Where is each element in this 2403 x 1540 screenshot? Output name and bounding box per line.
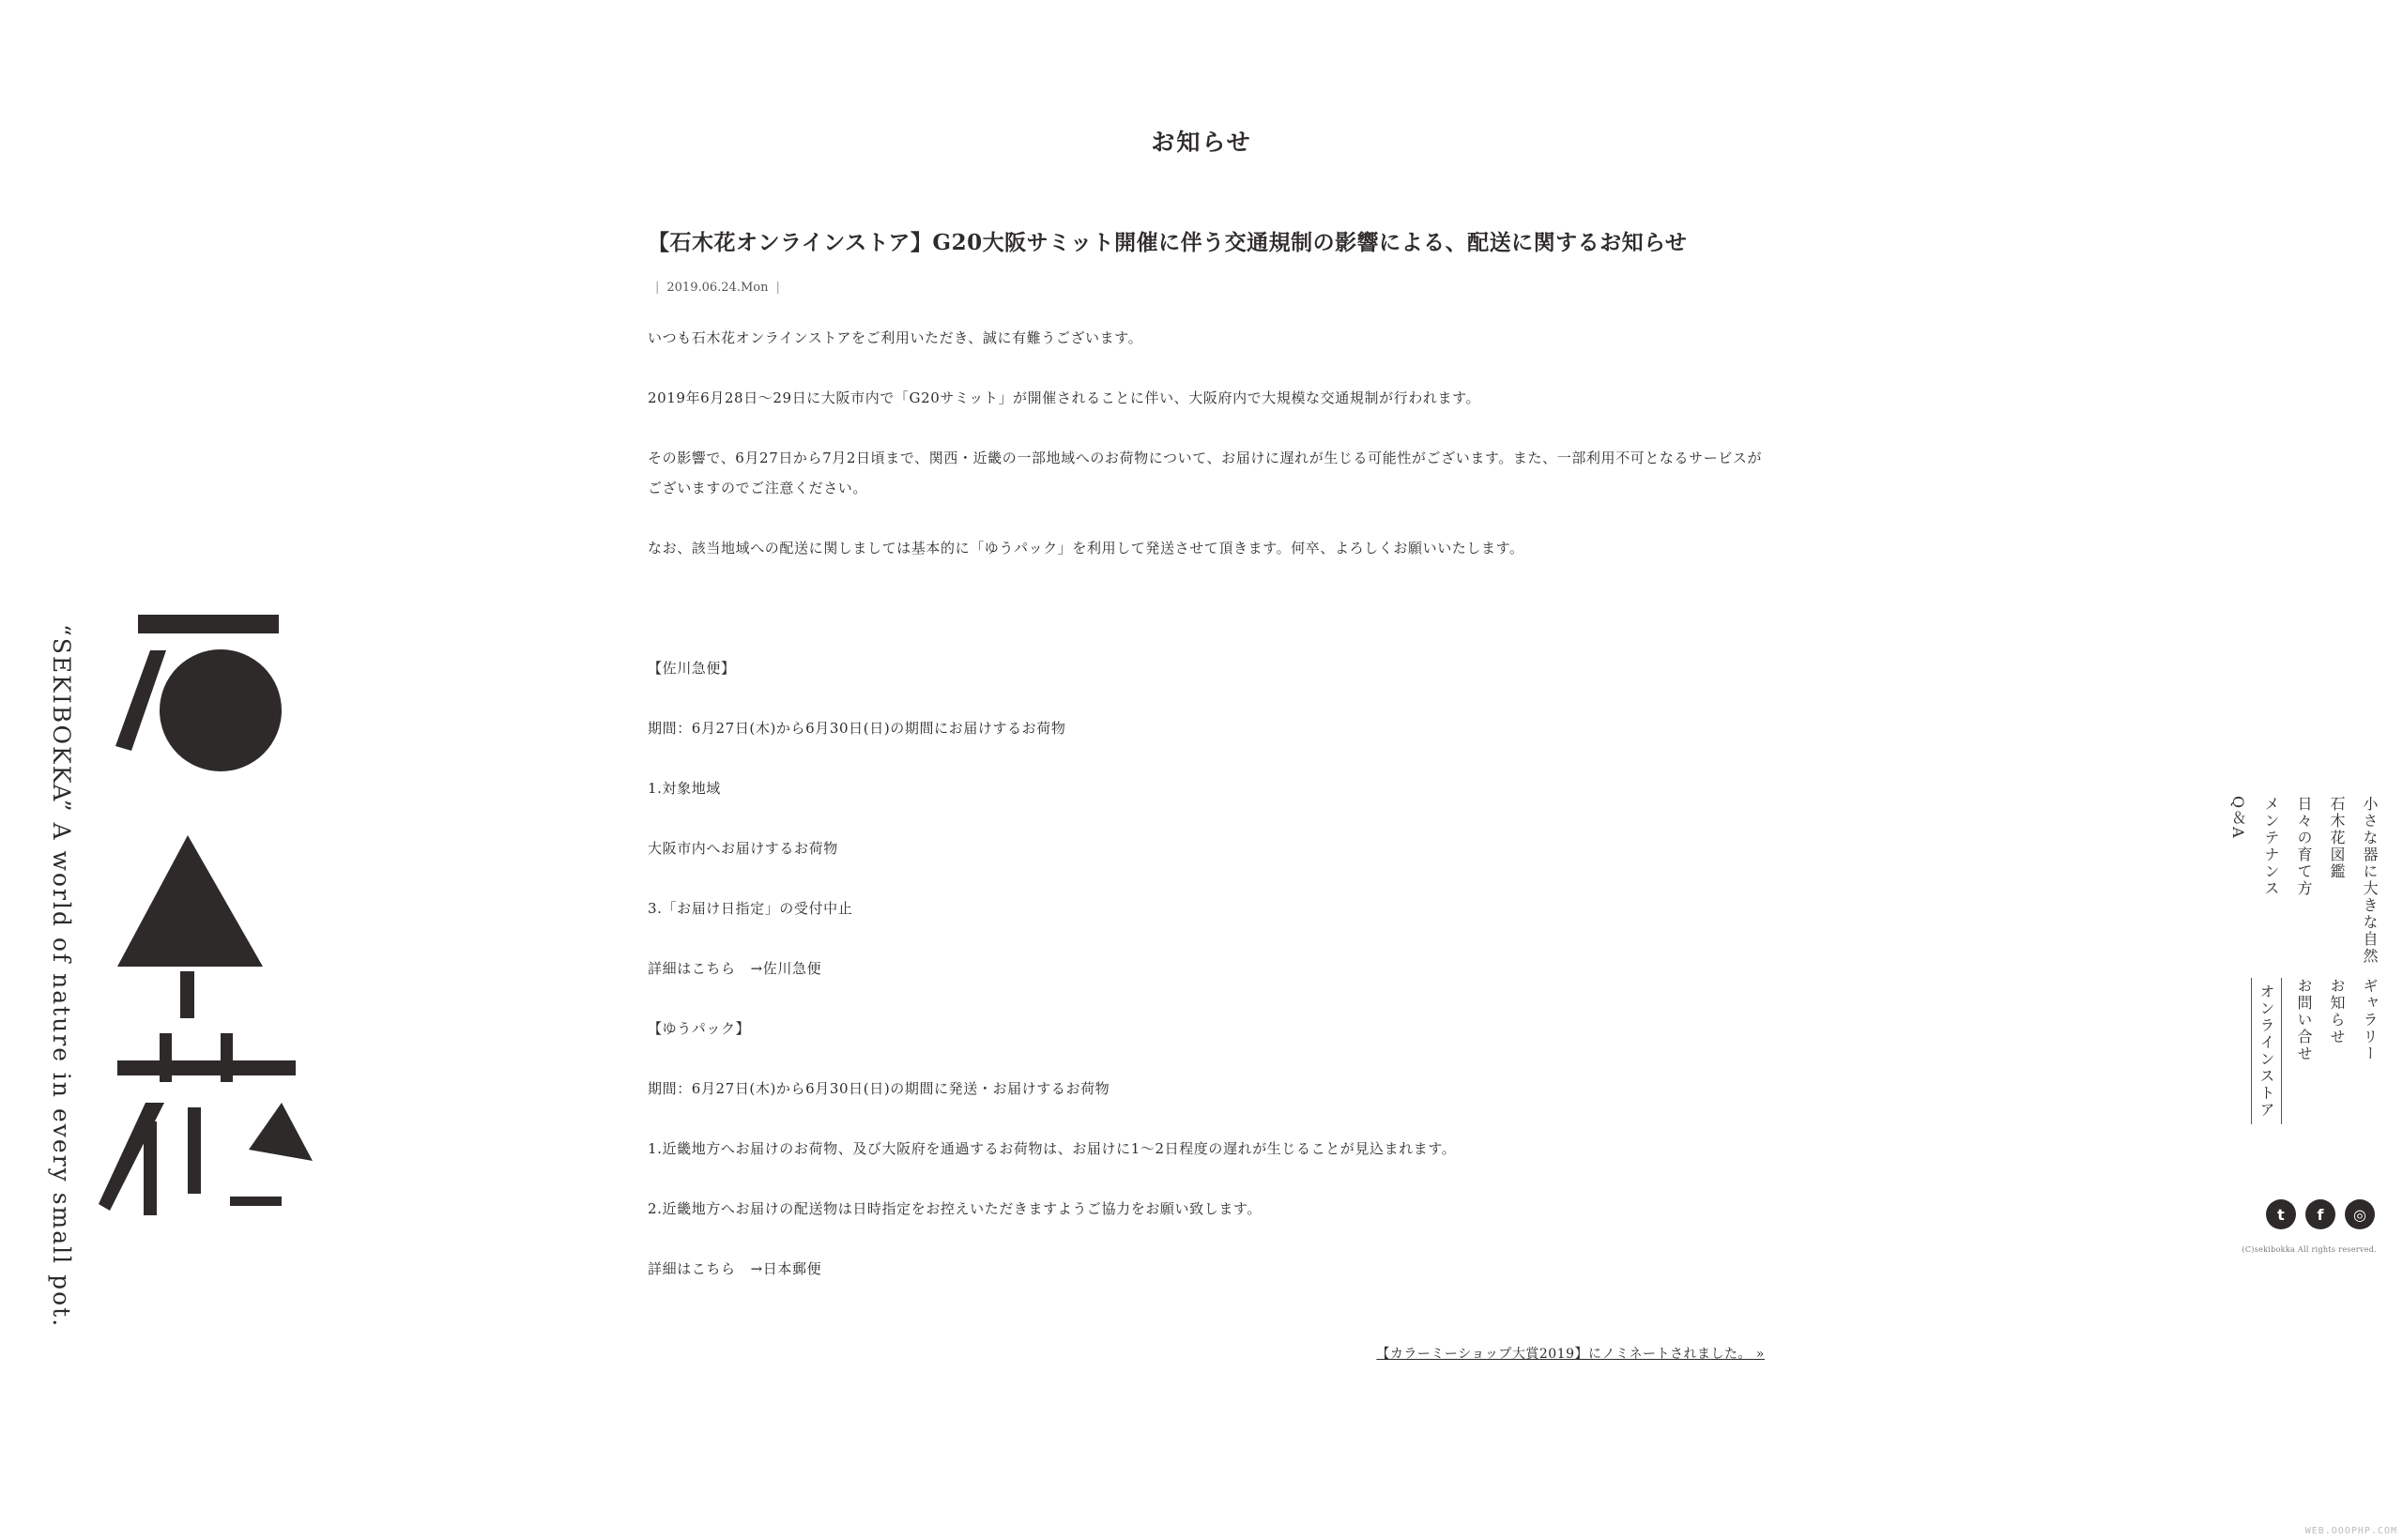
details-label: 詳細はこちら: [648, 960, 736, 977]
twitter-icon[interactable]: t: [2266, 1199, 2296, 1229]
paragraph: 2019年6月28日～29日に大阪市内で「G20サミット」が開催されることに伴い、大阪府内で大規模な交通規制が行われます。: [648, 389, 1481, 406]
japan-post-link[interactable]: →日本郵便: [750, 1260, 822, 1277]
yupack-period: 期間：6月27日(木)から6月30日(日)の期間に発送・お届けするお荷物: [648, 1080, 1110, 1097]
yupack-item-2: 2.近畿地方へお届けの配送物は日時指定をお控えいただきますようご協力をお願い致します。: [648, 1200, 1262, 1217]
details-label: 詳細はこちら: [648, 1260, 736, 1277]
nav-item-concept[interactable]: 小さな器に大きな自然: [2361, 796, 2379, 965]
paragraph: いつも石木花オンラインストアをご利用いただき、誠に有難うございます。: [648, 329, 1143, 346]
nav-item-care[interactable]: 日々の育て方: [2295, 796, 2313, 897]
yupack-item-1: 1.近畿地方へお届けのお荷物、及び大阪府を通過するお荷物は、お届けに1～2日程度の遅れが生じることが見込まれます。: [648, 1140, 1457, 1157]
social-links: [2266, 1199, 2375, 1229]
primary-nav: [2227, 796, 2380, 965]
facebook-icon[interactable]: f: [2305, 1199, 2335, 1229]
next-post-link[interactable]: 【カラーミーショップ大賞2019】にノミネートされました。 »: [1376, 1347, 1765, 1362]
nav-item-news[interactable]: お知らせ: [2328, 978, 2346, 1045]
sagawa-link[interactable]: →佐川急便: [750, 960, 822, 977]
sagawa-heading: 【佐川急便】: [648, 660, 736, 677]
nav-item-maintenance[interactable]: メンテナンス: [2262, 796, 2280, 897]
article: [648, 225, 1765, 1314]
sagawa-item-1: 1.対象地域: [648, 780, 721, 797]
instagram-icon[interactable]: ◎: [2345, 1199, 2375, 1229]
page-title: お知らせ: [1151, 129, 1252, 156]
paragraph: その影響で、6月27日から7月2日頃まで、関西・近畿の一部地域へのお荷物について、お届けに遅れが生じる可能性がございます。また、一部利用不可となるサービスがございますのでご注意ください。: [648, 450, 1763, 496]
sagawa-details: [648, 953, 1765, 983]
watermark: WEB.OOOPHP.COM: [2304, 1526, 2397, 1536]
logo-mark: [99, 615, 333, 1234]
sagawa-period: 期間：6月27日(木)から6月30日(日)の期間にお届けするお荷物: [648, 720, 1066, 737]
article-body: [648, 323, 1765, 1284]
nav-item-contact[interactable]: お問い合せ: [2295, 978, 2313, 1062]
date-divider: |: [775, 281, 780, 295]
yupack-details: [648, 1254, 1765, 1284]
brand-logo[interactable]: [99, 615, 333, 1234]
article-title: 【石木花オンラインストア】G20大阪サミット開催に伴う交通規制の影響による、配送に関するお知らせ: [648, 230, 1688, 255]
nav-item-online-store[interactable]: オンラインストア: [2251, 978, 2282, 1124]
nav-item-gallery[interactable]: ギャラリー: [2361, 978, 2379, 1062]
sagawa-area: 大阪市内へお届けするお荷物: [648, 840, 838, 857]
article-date: 2019.06.24.Mon: [666, 281, 769, 295]
sagawa-item-3: 3.「お届け日指定」の受付中止: [648, 900, 853, 917]
nav-item-faq[interactable]: Q＆A: [2229, 796, 2247, 840]
brand-tagline: “SEKIBOKKA” A world of nature in every small pot.: [48, 624, 75, 1329]
article-date-row: [648, 281, 1765, 295]
secondary-nav: [2251, 978, 2380, 1124]
copyright: (C)sekibokka All rights reserved.: [2242, 1245, 2377, 1254]
paragraph: なお、該当地域への配送に関しましては基本的に「ゆうパック」を利用して発送させて頂きます。何卒、よろしくお願いいたします。: [648, 540, 1524, 557]
yupack-heading: 【ゆうパック】: [648, 1020, 751, 1037]
date-divider: |: [655, 281, 660, 295]
nav-item-catalog[interactable]: 石木花図鑑: [2328, 796, 2346, 880]
